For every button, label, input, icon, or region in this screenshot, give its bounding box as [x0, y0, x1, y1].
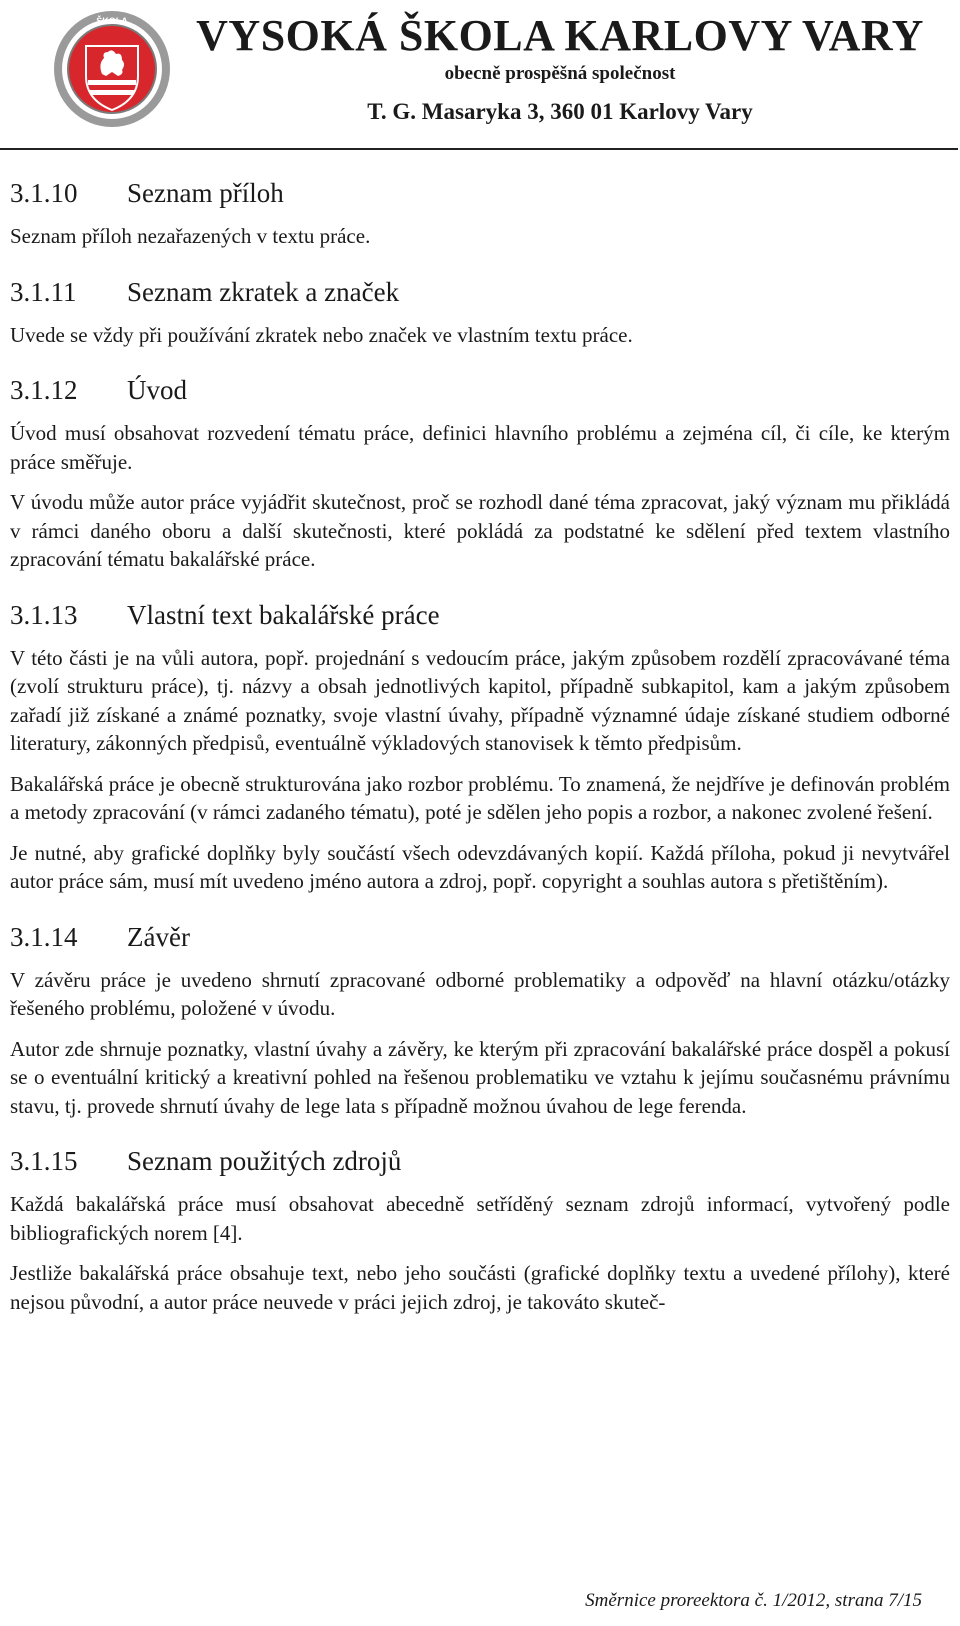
paragraph: V úvodu může autor práce vyjádřit skutečnost, proč se rozhodl dané téma zpracovat, jaký význam mu přikládá v rámci daného oboru a další skutečnosti, které pokládá za podstatné ke sdělení před textem vlastního zpracování tématu bakalářské práce. [10, 490, 950, 571]
header-divider [0, 148, 958, 150]
section-heading [10, 275, 950, 309]
section-number: 3.1.11 [10, 276, 77, 307]
section-number: 3.1.13 [10, 599, 78, 630]
document-body [10, 176, 950, 1328]
paragraph: V závěru práce je uvedeno shrnutí zpracované odborné problematiky a odpověď na hlavní otázku/otázky řešeného problému, položené v úvodu. [10, 967, 950, 1020]
paragraph: Seznam příloh nezařazených v textu práce. [10, 224, 371, 248]
section-heading [10, 920, 950, 954]
paragraph: Je nutné, aby grafické doplňky byly součástí všech odevzdávaných kopií. Každá příloha, pokud ji nevytvářel autor práce sám, musí mít uvedeno jméno autora a zdroj, popř. copyright a souhlas autora s přetištěním). [10, 840, 950, 893]
section-number: 3.1.14 [10, 921, 78, 952]
section-number: 3.1.10 [10, 178, 78, 208]
paragraph: Bakalářská práce je obecně strukturována jako rozbor problému. To znamená, že nejdříve je definován problém a metody zpracování (v rámci zadaného tématu), poté je sdělen jeho popis a rozbor, a nakonec zvolené řešení. [10, 771, 950, 824]
section-number: 3.1.15 [10, 1146, 78, 1176]
paragraph: Úvod musí obsahovat rozvedení tématu práce, definici hlavního problému a zejména cíl, či cíle, ke kterým práce směřuje. [10, 421, 950, 474]
paragraph: Každá bakalářská práce musí obsahovat abecedně setříděný seznam zdrojů informací, vytvořený podle bibliografických norem [4]. [10, 1192, 950, 1245]
paragraph: Jestliže bakalářská práce obsahuje text, nebo jeho součásti (grafické doplňky textu a uvedené přílohy), které nejsou původní, a autor práce neuvede v práci jejich zdroj, je takováto skuteč- [10, 1261, 950, 1314]
school-name: VYSOKÁ ŠKOLA KARLOVY VARY [196, 11, 924, 60]
school-legal-form: obecně prospěšná společnost [444, 63, 676, 84]
section-title: Vlastní text bakalářské práce [127, 599, 440, 630]
section-number: 3.1.12 [10, 375, 78, 405]
page-header [0, 0, 960, 150]
paragraph: Autor zde shrnuje poznatky, vlastní úvahy a závěry, ke kterým při zpracování bakalářské práce dospěl a pokusí se o eventuální kritický a kreativní pohled na řešenou problematiku ve vztahu k jejímu současnému právnímu stavu, tj. provede shrnutí úvahy de lege lata s případně možnou úvahou de lege ferenda. [10, 1036, 950, 1118]
paragraph: Uvede se vždy při používání zkratek nebo značek ve vlastním textu práce. [10, 322, 633, 347]
school-seal-logo [52, 8, 172, 130]
section-title: Seznam použitých zdrojů [127, 1146, 402, 1176]
section-title: Seznam zkratek a značek [127, 276, 400, 307]
section-heading [10, 176, 950, 210]
section-title: Seznam příloh [127, 178, 284, 208]
svg-text:ŠKOLA: ŠKOLA [96, 16, 128, 26]
section-title: Úvod [127, 375, 187, 405]
section-heading [10, 598, 950, 632]
school-address: T. G. Masaryka 3, 360 01 Karlovy Vary [367, 99, 753, 124]
section-heading [10, 1144, 950, 1178]
section-heading [10, 373, 950, 407]
page-footer: Směrnice proreektora č. 1/2012, strana 7/15 [585, 1590, 922, 1611]
section-title: Závěr [127, 921, 190, 952]
paragraph: V této části je na vůli autora, popř. projednání s vedoucím práce, jakým způsobem rozdělí zpracovávané téma (zvolí strukturu práce), tj. názvy a obsah jednotlivých kapitol, případně subkapitol, kam a jakým způsobem zařadí již získané a známé poznatky, svoje vlastní úvahy, případně významné údaje získané studiem odborné literatury, zákonných předpisů, eventuálně výkladových stanovisek k těmto předpisům. [10, 645, 950, 755]
